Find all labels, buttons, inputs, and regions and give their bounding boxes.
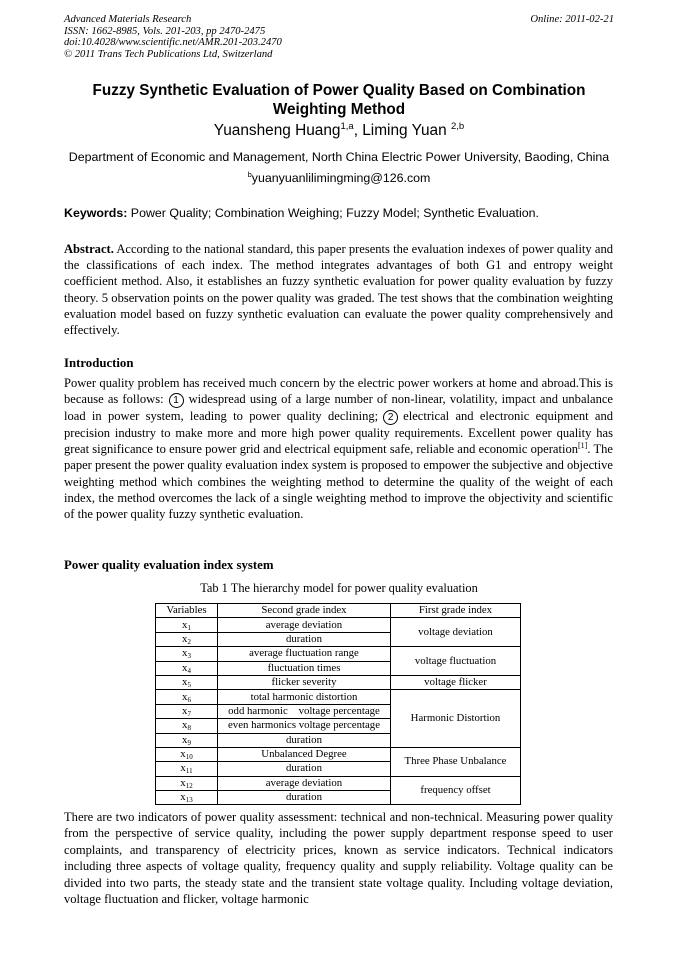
table-header-row [156, 604, 521, 618]
table-row [156, 776, 521, 790]
section-heading-index-system: Power quality evaluation index system [64, 558, 274, 572]
email-affil-marker: b [247, 170, 252, 179]
hierarchy-table [155, 603, 521, 805]
title-line-2: Weighting Method [272, 100, 406, 118]
indicators-paragraph: There are two indicators of power quality assessment: technical and non-technical. Measuring power quality from the perspective of service quality, including the power supply department response speed to user complaints, and transparency of electricity prices, known as service indicators. Technical indicators including three aspects of voltage quality, frequency quality and supply reliability. Voltage quality can be divided into two parts, the steady state and the transient state voltage quality. Including voltage deviation, voltage fluctuation and flicker, voltage harmonic [64, 810, 613, 907]
abstract-text: According to the national standard, this paper presents the evaluation indexes of power quality and the classifications of each index. The method integrates advantages of both G1 and entropy weight coefficient method. Also, it establishes an fuzzy synthetic evaluation for power quality evaluation by fuzzy theory. 5 observation points on the power quality was graded. The test shows that the combination weighting evaluation model based on fuzzy synthetic evaluation can evaluate the power quality comprehensively and effectively. [64, 242, 613, 338]
second-grade-cell: even harmonics voltage percentage [218, 719, 391, 733]
circled-number-1-icon: 1 [169, 393, 184, 408]
citation-1[interactable]: [1] [578, 441, 588, 451]
author-1-affil: 1,a [340, 121, 354, 132]
second-grade-cell: Unbalanced Degree [218, 747, 391, 761]
intro-text-3: electrical and electronic equipment and precision industry to make more and more high power quality requirements. Excellent power quality has great significance to ensure power grid and electrical equipment safe, reliable and economic operation [64, 409, 613, 457]
journal-name: Advanced Materials Research [64, 14, 192, 25]
table-row [156, 690, 521, 704]
online-date: Online: 2011-02-21 [530, 14, 614, 25]
copyright-line: © 2011 Trans Tech Publications Ltd, Switzerland [64, 48, 273, 60]
variable-cell: $x_7$ [156, 704, 218, 718]
variable-cell: $x_8$ [156, 719, 218, 733]
author-2-affil: 2,b [450, 121, 465, 132]
abstract [64, 241, 613, 338]
author-2: Liming Yuan [362, 122, 447, 139]
second-grade-cell: fluctuation times [218, 661, 391, 675]
affiliation: Department of Economic and Management, North China Electric Power University, Baoding, China [68, 150, 610, 164]
second-grade-cell: total harmonic distortion [218, 690, 391, 704]
email-line [64, 171, 614, 186]
first-grade-cell: voltage deviation [391, 618, 521, 647]
first-grade-cell: voltage fluctuation [391, 647, 521, 676]
header-variables: Variables [156, 604, 218, 618]
second-grade-cell: duration [218, 791, 391, 805]
keywords-text: Power Quality; Combination Weighing; Fuzzy Model; Synthetic Evaluation. [127, 206, 539, 220]
paper-title [64, 82, 614, 119]
second-grade-cell: average fluctuation range [218, 647, 391, 661]
second-grade-cell: flicker severity [218, 675, 391, 689]
table-row [156, 618, 521, 632]
second-grade-cell: duration [218, 733, 391, 747]
email-address[interactable]: yuanyuanlilimingming@126.com [251, 171, 431, 185]
journal-header [64, 14, 282, 60]
second-grade-cell: duration [218, 762, 391, 776]
author-1: Yuansheng Huang [213, 122, 341, 139]
circled-number-2-icon: 2 [383, 410, 398, 425]
first-grade-cell: Three Phase Unbalance [391, 747, 521, 776]
second-grade-cell: average deviation [218, 776, 391, 790]
keywords-label: Keywords: [64, 206, 128, 220]
author-list [64, 122, 614, 140]
second-grade-cell: duration [218, 632, 391, 646]
author-separator: , [353, 122, 363, 139]
introduction-heading: Introduction [64, 356, 134, 370]
table-row [156, 647, 521, 661]
variable-cell: $x_5$ [156, 675, 218, 689]
table-caption: Tab 1 The hierarchy model for power quality evaluation [200, 581, 478, 595]
table-row [156, 747, 521, 761]
issn-line: ISSN: 1662-8985, Vols. 201-203, pp 2470-2475 [64, 25, 266, 37]
first-grade-cell: frequency offset [391, 776, 521, 805]
introduction-paragraph [64, 375, 613, 522]
variable-cell: $x_{10}$ [156, 747, 218, 761]
intro-text-4: . The paper present the power quality evaluation index system is proposed to empower the subjective and objective weighting method which combines the weighting method to determine the quality of the weight of each index, the method overcomes the lack of a single weighting method to improve the objectivity and scientific of the power quality fuzzy synthetic evaluation. [64, 442, 613, 521]
intro-text-1: Power quality problem has received much concern by the electric power workers at home and abroad.This is because as follows: [64, 376, 613, 407]
header-first-grade: First grade index [391, 604, 521, 618]
title-line-1: Fuzzy Synthetic Evaluation of Power Quality Based on Combination [92, 82, 586, 99]
keywords [64, 206, 614, 221]
variable-cell: $x_{12}$ [156, 776, 218, 790]
doi-line[interactable]: doi:10.4028/www.scientific.net/AMR.201-203.2470 [64, 37, 282, 49]
abstract-label: Abstract. [64, 242, 114, 256]
variable-cell: $x_4$ [156, 661, 218, 675]
second-grade-cell: odd harmonic voltage percentage [218, 704, 391, 718]
header-second-grade: Second grade index [218, 604, 391, 618]
first-grade-cell: Harmonic Distortion [391, 690, 521, 748]
variable-cell: $x_3$ [156, 647, 218, 661]
variable-cell: $x_{11}$ [156, 762, 218, 776]
table-row [156, 675, 521, 689]
variable-cell: $x_{13}$ [156, 791, 218, 805]
variable-cell: $x_1$ [156, 618, 218, 632]
variable-cell: $x_2$ [156, 632, 218, 646]
intro-text-2: widespread using of a large number of non-linear, volatility, impact and unbalance load in power system, leading to power quality declining; [64, 392, 613, 424]
variable-cell: $x_9$ [156, 733, 218, 747]
second-grade-cell: average deviation [218, 618, 391, 632]
variable-cell: $x_6$ [156, 690, 218, 704]
first-grade-cell: voltage flicker [391, 675, 521, 689]
